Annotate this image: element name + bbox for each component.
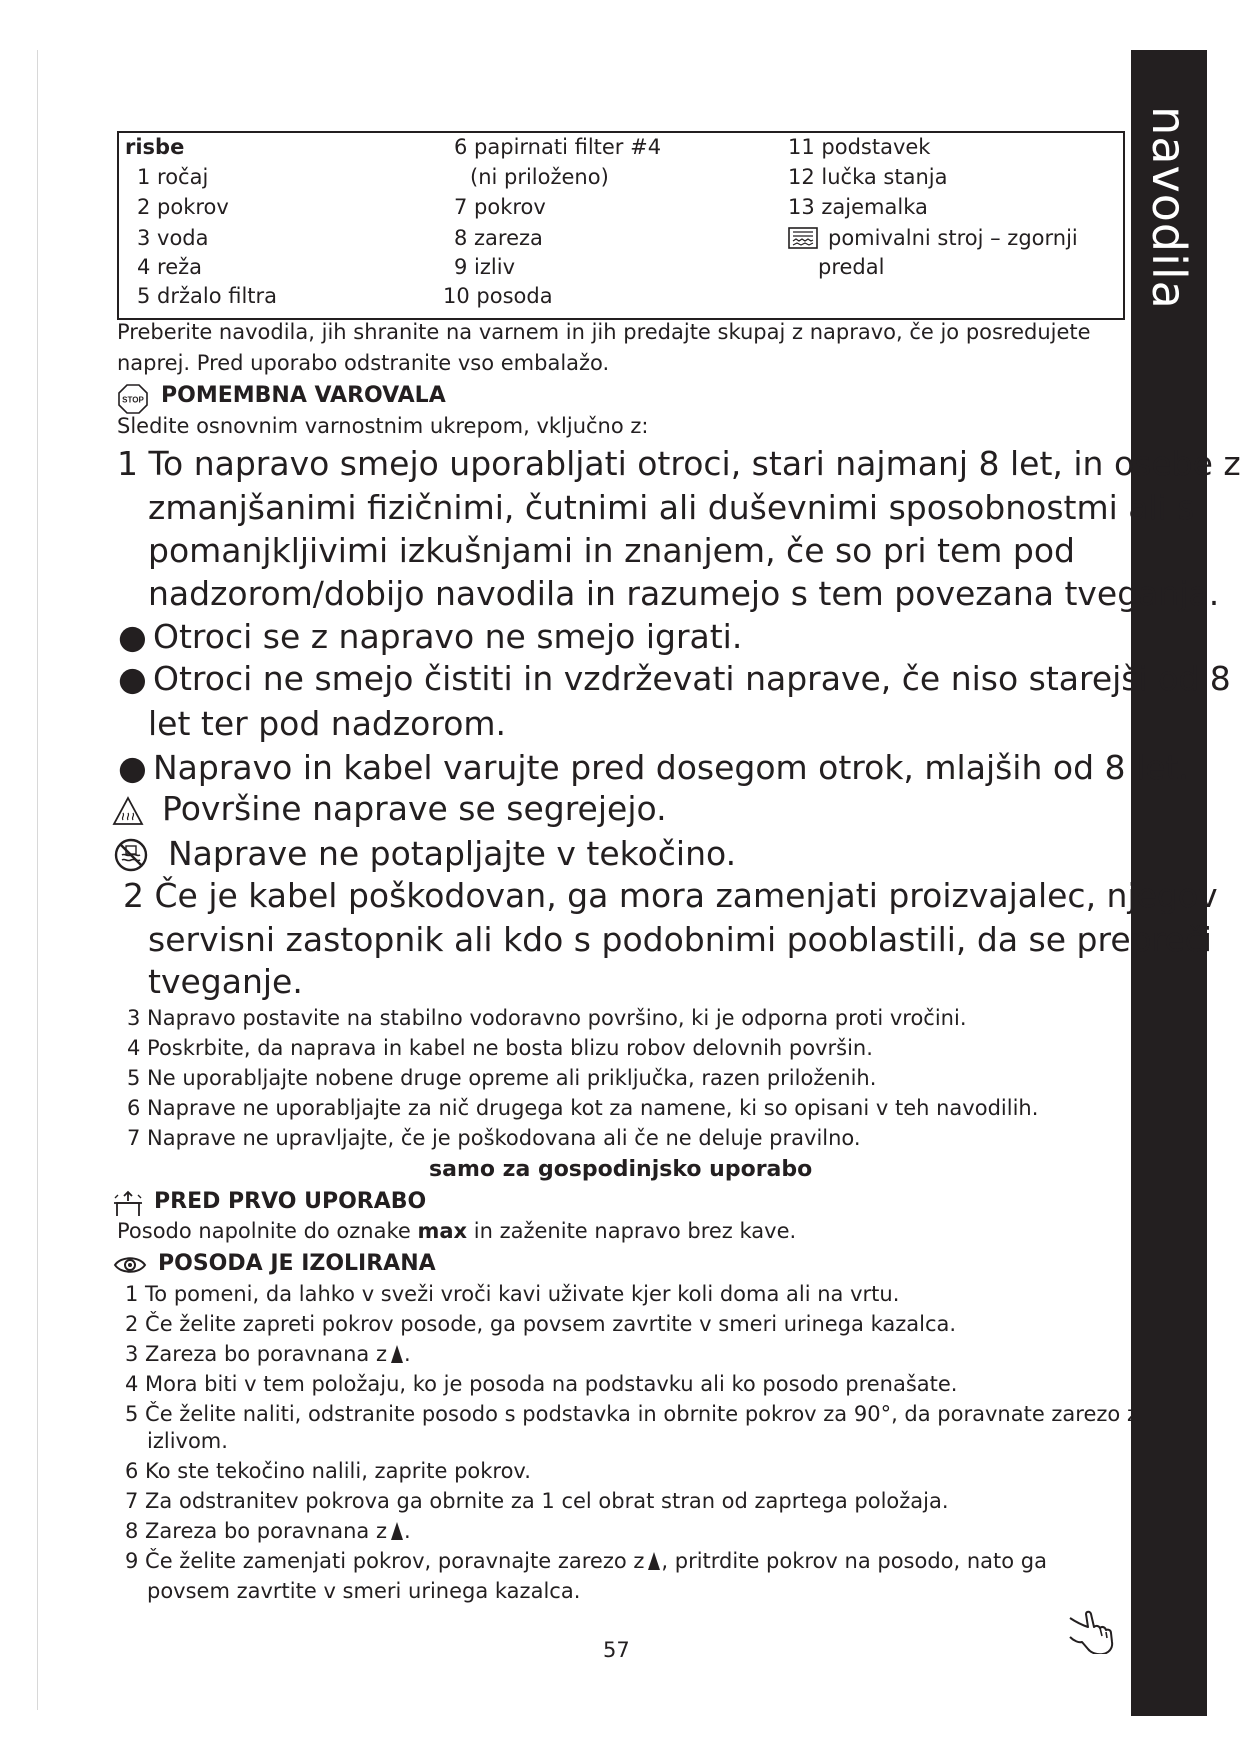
bullet-dot: ● [118,659,147,698]
first-use-text-end: in zaženite napravo brez kave. [467,1219,797,1243]
insulated-item: 6 Ko ste tekočino nalili, zaprite pokrov. [125,1459,531,1483]
part-item-note: (ni priloženo) [470,165,609,190]
safety-bullet: Napravo in kabel varujte pred dosegom otrok, mlajših od 8 let. [153,748,1189,787]
safety-item: 4 Poskrbite, da naprava in kabel ne bosta blizu robov delovnih površin. [127,1036,873,1060]
part-item: 8 zareza [454,225,543,250]
parts-list-box [117,131,1125,320]
first-use-text-start: Posodo napolnite do oznake [117,1219,418,1243]
hot-surface-warning-icon [112,796,144,826]
parts-title: risbe [125,135,185,159]
eye-icon [113,1254,147,1276]
insulated-item [125,1519,411,1543]
safety-bullet-cont: let ter pod nadzorom. [148,704,507,743]
pointing-hand-icon [1068,1610,1118,1654]
page-number: 57 [603,1638,630,1662]
insulated-item-text: , pritrdite pokrov na posodo, nato ga [661,1549,1047,1573]
parts-column-2 [443,132,662,311]
insulated-item: 4 Mora biti v tem položaju, ko je posoda na podstavku ali ko posodo prenašate. [125,1372,958,1396]
safety-item: 5 Ne uporabljajte nobene druge opreme ali priključka, razen priloženih. [127,1066,877,1090]
part-item: 2 pokrov [137,195,229,220]
period: . [403,1519,411,1543]
safety-item-1-cont: nadzorom/dobijo navodila in razumejo s tem povezana tveganja. [148,574,1220,613]
stop-sign-icon [118,384,148,414]
part-item: 1 ročaj [137,165,209,190]
safety-item-1: 1 To napravo smejo uporabljati otroci, stari najmanj 8 let, in osebe z [117,444,1241,483]
insulated-heading: POSODA JE IZOLIRANA [158,1251,436,1276]
period: . [403,1342,411,1366]
side-tab-label: navodila [1142,106,1196,310]
insulated-item-text: 8 Zareza bo poravnana z [125,1519,387,1543]
notch-triangle-icon [390,1521,404,1541]
part-item: 11 podstavek [788,135,931,159]
stop-sign-text: STOP [122,395,144,405]
first-use-icon [113,1190,143,1218]
safety-item-1-cont: pomanjkljivimi izkušnjami in znanjem, če so pri tem pod [148,531,1075,570]
max-marker: max [417,1219,468,1243]
insulated-item-cont: povsem zavrtite v smeri urinega kazalca. [147,1579,581,1603]
notch-triangle-icon [390,1344,404,1364]
safety-item: 3 Napravo postavite na stabilno vodoravno površino, ki je odporna proti vročini. [127,1006,967,1030]
safety-item-2-cont: tveganje. [148,962,303,1001]
safety-bullet: Otroci ne smejo čistiti in vzdrževati naprave, če niso starejši od 8 [153,659,1231,698]
safety-item-1-cont: zmanjšanimi fizičnimi, čutnimi ali duševnimi sposobnostmi ali s [148,488,1195,527]
safety-hot-surface: Površine naprave se segrejejo. [162,789,667,828]
part-item: 6 papirnati filter #4 [454,135,662,159]
intro-line: naprej. Pred uporabo odstranite vso embalažo. [117,351,610,375]
intro-line: Preberite navodila, jih shranite na varnem in jih predajte skupaj z napravo, če jo posredujete [117,320,1091,344]
insulated-item-text: 3 Zareza bo poravnana z [125,1342,387,1366]
no-immersion-icon [114,838,148,872]
part-item: 13 zajemalka [788,195,928,220]
insulated-item-cont: izlivom. [147,1429,228,1453]
part-item: 9 izliv [454,254,515,279]
safety-subheading: Sledite osnovnim varnostnim ukrepom, vključno z: [117,414,649,438]
bullet-dot: ● [118,617,147,656]
part-item-continued: predal [818,254,885,279]
safety-item-2-cont: servisni zastopnik ali kdo s podobnimi pooblastili, da se prepreči [148,920,1213,959]
part-item: 12 lučka stanja [788,165,948,190]
dishwasher-icon [788,227,818,249]
page-margin-rule [37,50,38,1710]
insulated-item: 1 To pomeni, da lahko v sveži vroči kavi uživate kjer koli doma ali na vrtu. [125,1282,900,1306]
part-item: 5 držalo filtra [137,283,278,308]
part-item: 10 posoda [443,283,553,308]
safety-bullet: Otroci se z napravo ne smejo igrati. [153,617,743,656]
bullet-dot: ● [118,748,147,787]
household-use-note: samo za gospodinjsko uporabo [429,1157,813,1182]
part-item: 4 reža [137,254,203,279]
safety-heading: POMEMBNA VAROVALA [161,383,446,408]
part-item: 7 pokrov [454,195,546,220]
part-item: 3 voda [137,225,209,250]
part-item-dishwasher [788,223,1078,253]
first-use-heading: PRED PRVO UPORABO [154,1189,427,1214]
part-item-label: pomivalni stroj – zgornji [828,225,1078,250]
first-use-text [117,1219,796,1243]
parts-column-3 [788,132,1078,281]
safety-no-immersion: Naprave ne potapljajte v tekočino. [168,834,737,873]
safety-item: 7 Naprave ne upravljajte, če je poškodovana ali če ne deluje pravilno. [127,1126,861,1150]
notch-triangle-icon [647,1551,661,1571]
insulated-item: 7 Za odstranitev pokrova ga obrnite za 1 cel obrat stran od zaprtega položaja. [125,1489,949,1513]
insulated-item [125,1549,1047,1573]
insulated-item: 5 Če želite naliti, odstranite posodo s podstavka in obrnite pokrov za 90°, da poravnate zarezo z [125,1402,1138,1426]
insulated-item-text: 9 Če želite zamenjati pokrov, poravnajte zarezo z [125,1549,645,1573]
safety-item: 6 Naprave ne uporabljajte za nič drugega kot za namene, ki so opisani v teh navodilih. [127,1096,1039,1120]
safety-item-2: 2 Če je kabel poškodovan, ga mora zamenjati proizvajalec, njegov [123,876,1218,915]
insulated-item: 2 Če želite zapreti pokrov posode, ga povsem zavrtite v smeri urinega kazalca. [125,1312,957,1336]
insulated-item [125,1342,411,1366]
parts-column-1 [125,132,277,311]
